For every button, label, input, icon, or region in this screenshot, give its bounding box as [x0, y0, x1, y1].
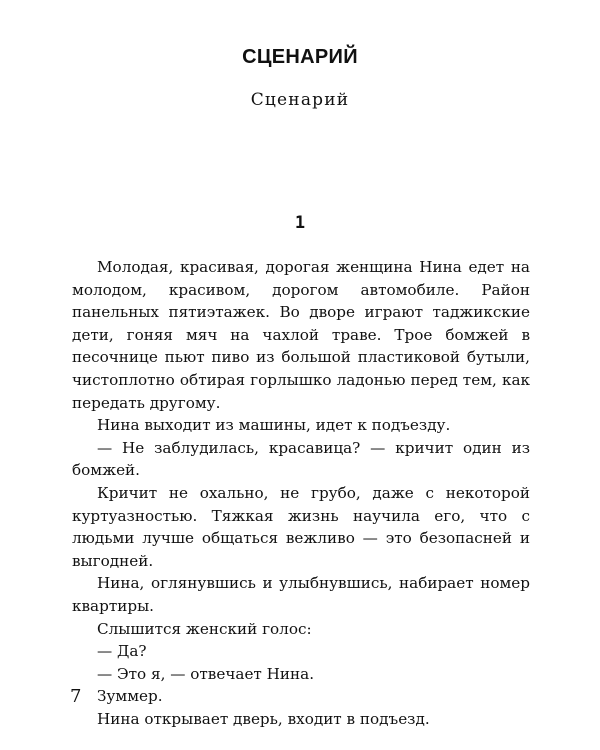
page-number: 7: [70, 686, 82, 707]
body-text: [72, 256, 530, 730]
paragraph: Нина, оглянувшись и улыбнувшись, набирает номер квартиры.: [72, 574, 530, 615]
section-title: СЦЕНАРИЙ: [242, 46, 358, 68]
paragraph: Зуммер.: [97, 687, 163, 706]
paragraph: Нина выходит из машины, идет к подъезду.: [97, 416, 451, 435]
paragraph: — Да?: [97, 642, 147, 661]
paragraph: Кричит не охально, не грубо, даже с некоторой куртуазностью. Тяжкая жизнь научила его, что с людьми лучше общаться вежливо — это безопасней и выгодней.: [72, 483, 530, 570]
chapter-number: 1: [294, 213, 306, 233]
paragraph: — Не заблудилась, красавица? — кричит один из бомжей.: [72, 438, 530, 480]
paragraph: Нина открывает дверь, входит в подъезд.: [97, 709, 430, 728]
paragraph: Слышится женский голос:: [97, 619, 312, 638]
paragraph: Молодая, красивая, дорогая женщина Нина едет на молодом, красивом, дорогом автомобиле. Район панельных пятиэтажек. Во дворе играют таджикские дети, гоняя мяч на чахлой траве. Трое бомжей в песочнице пьют пиво из большой пластиковой бутыли, чистоплотно обтирая горлышко ладонью перед тем, как передать другому.: [72, 258, 530, 412]
page-subtitle: Сценарий: [250, 90, 350, 110]
paragraph: — Это я, — отвечает Нина.: [97, 664, 315, 683]
